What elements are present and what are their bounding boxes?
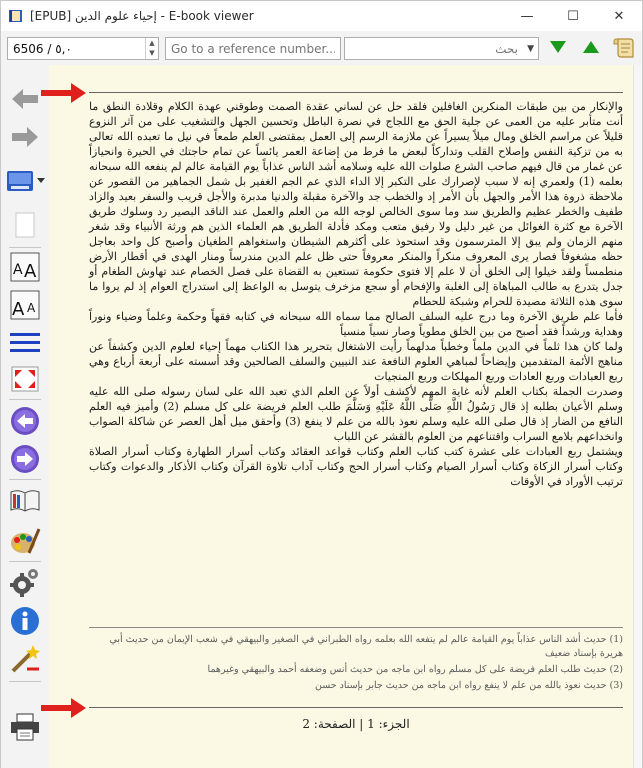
red-arrow-marker-icon — [41, 696, 87, 720]
library-button[interactable] — [8, 485, 42, 517]
info-button[interactable] — [8, 605, 42, 637]
minimize-button[interactable]: — — [520, 8, 534, 24]
paragraph: ولما كان هذا ثلماً في الدين ملماً وخطباً مدلهماً رأيت الاشتغال بتحرير هذا الكتاب مهماً إحياء لعلوم الدين وكشفاً عن مناهج الأئمة المتقدمين وإيضاحاً لمباهي العلوم النافعة عند النبيين والسلف الصالحين وقد أسسته على أربعة أرباع وهي ربع العبادات وربع العادات وربع المهلكات وربع المنجيات — [89, 340, 623, 383]
next-page-icon — [10, 444, 40, 474]
forward-button[interactable] — [8, 121, 42, 153]
print-button[interactable] — [8, 711, 42, 743]
font-smaller-icon — [10, 290, 40, 320]
reference-input-box[interactable] — [165, 37, 341, 60]
blank-page-button[interactable] — [8, 209, 42, 241]
footnote: (2) حديث طلب العلم فريضة على كل مسلم رواه ابن ماجه من حديث أنس وضعفه أحمد والبيهقي وغيرهما — [207, 664, 623, 675]
toolbar — [1, 31, 642, 65]
print-icon — [10, 713, 40, 741]
maximize-button[interactable]: ☐ — [567, 8, 579, 24]
footnote-rule — [89, 627, 623, 628]
footnote: (3) حديث نعوذ بالله من علم لا ينفع رواه ابن ماجه من حديث جابر بإسناد حسن — [314, 680, 623, 691]
position-spinbox[interactable] — [7, 37, 159, 60]
font-larger-button[interactable] — [8, 251, 42, 283]
position-value: 6506 / ٥,٠ — [13, 41, 72, 56]
previous-page-button[interactable] — [8, 405, 42, 437]
paragraph: والإنكار من بين طبقات المنكرين الغافلين فلقد حل عن لساني عقدة الصمت وطوقني عهدة الكلام وقلادة النطق ما أنت متأبر عليه من العمى عن جلية الحق مع اللجاج في نصرة الباطل وتحسين الجهل والتشغيب على من آثر النزوع قليلاً عن مراسم الخلق ومال ميلاً يسيراً عن ملازمة الرسم إلى العمل بمقتضى العلم طمعاً في نيل ما تعبده الله تعالى به من تزكية النفس وإصلاح القلب وتداركاً لبعض ما فرط من إضاعة العمر يائساً عن تمام حاجتك في الحيرة وانحيازاً عن غمار من قال فيهم صاحب الشرع صلوات الله عليه وسلامه أشد الناس عذاباً يوم القيامة عالم لم ينفعه الله سبحانه بعلمه (1) ولعمري إنه لا سبب لإصرارك على التكبر إلا الداء الذي عم الجم الغفير بل شمل الجماهير من القصور عن ملاحظة ذروة هذا الأمر والجهل بأن الأمر إد والخطب جد والآخرة مقبلة والدنيا مدبرة والأجل قريب والسفر بعيد والزاد طفيف والخطر عظيم والطريق سد وما سوى الخالص لوجه الله من العلم والعمل عند الناقد البصير رد وسلوك طريق الآخرة مع كثرة الغوائل من غير دليل ولا رفيق متعب ومكد فأدلة الطريق هم العلماء الذين هم ورثة الأنبياء وقد شغر منهم الزمان ولم يبق إلا المترسمون وقد استحوذ على أكثرهم الشيطان واستغواهم الطغيان وأصبح كل واحد بعاجل حظه مشغوفاً فصار يرى المعروف منكراً والمنكر معروفاً حتى ظل علم الدين مندرساً ومنار الهدى في أقطار الأرض منطمساً ولقد خيلوا إلى الخلق أن لا علم إلا فتوى حكومة تستعين به القضاة على فصل الخصام عند تهاوش الطغام أو جدل يتدرع به طالب المباهاة إلى الغلبة والإفحام أو سجع مزخرف يتوسل به الواعظ إلى استدراج العوام إذ لم يروا ما سوى هذه الثلاثة مصيدة للحرام وشبكة للحطام — [89, 100, 623, 308]
edit-wand-icon — [9, 643, 41, 675]
find-previous-icon[interactable] — [582, 40, 600, 54]
toc-button[interactable] — [8, 327, 42, 359]
sidebar-separator — [9, 247, 41, 248]
paragraph: فأما علم طريق الآخرة وما درج عليه السلف الصالح مما سماه الله سبحانه في كتابه فقهاً وحكمة وعلماً وضياء ونوراً وهداية ورشداً فقد أصبح من بين الخلق مطوياً وصار نسياً منسياً — [89, 310, 623, 338]
fullscreen-button[interactable] — [8, 363, 42, 395]
font-smaller-button[interactable] — [8, 289, 42, 321]
paragraph: ويشتمل ربع العبادات على عشرة كتب كتاب العلم وكتاب قواعد العقائد وكتاب أسرار الطهارة وكتاب أسرار الصلاة وكتاب أسرار الزكاة وكتاب أسرار الصيام وكتاب أسرار الحج وكتاب آداب تلاوة القرآن وكتاب الأذكار والدعوات وكتاب ترتيب الأوراد في الأوقات — [89, 445, 623, 488]
book-content-pane[interactable] — [49, 65, 633, 768]
sidebar-separator — [9, 681, 41, 682]
font-larger-icon — [10, 252, 40, 282]
scroll-icon[interactable] — [613, 36, 635, 60]
fullscreen-icon — [11, 366, 39, 392]
top-rule — [89, 92, 623, 93]
bottom-rule — [89, 707, 623, 708]
library-icon — [9, 488, 41, 514]
edit-button[interactable] — [8, 643, 42, 675]
previous-page-icon — [10, 406, 40, 436]
info-icon — [10, 606, 40, 636]
sidebar-separator — [9, 479, 41, 480]
next-page-button[interactable] — [8, 443, 42, 475]
footnote: (1) حديث أشد الناس عذاباً يوم القيامة عالم لم ينفعه الله بعلمه رواه الطبراني في الصغير والبيهقي في شعب الإيمان من حديث أبي هريرة بإسناد ضعيف — [109, 634, 623, 659]
red-arrow-marker-icon — [41, 81, 87, 105]
svg-text:A: A — [27, 301, 36, 315]
bookmark-button[interactable] — [3, 165, 47, 197]
blank-page-icon — [14, 211, 36, 239]
bookmark-icon — [4, 168, 46, 194]
svg-text:A: A — [12, 299, 25, 320]
preferences-palette-icon — [9, 525, 41, 557]
back-icon — [11, 88, 39, 110]
spin-down-icon[interactable]: ▼ — [149, 49, 155, 57]
sidebar-toolbar — [1, 65, 49, 768]
find-next-icon[interactable] — [549, 40, 567, 54]
search-combobox[interactable] — [344, 37, 539, 60]
book-body-text — [89, 99, 623, 489]
settings-button[interactable] — [8, 567, 42, 599]
forward-icon — [11, 126, 39, 148]
search-input[interactable] — [345, 39, 538, 60]
settings-gear-icon — [10, 567, 40, 599]
toc-lines-icon — [10, 331, 40, 355]
window-controls — [504, 1, 642, 31]
spin-up-icon[interactable]: ▲ — [149, 39, 155, 47]
preferences-button[interactable] — [8, 525, 42, 557]
title-bar — [1, 1, 642, 31]
svg-text:A: A — [13, 262, 23, 278]
app-book-icon — [8, 8, 24, 24]
reference-input[interactable] — [166, 39, 340, 60]
paragraph: وصدرت الجملة بكتاب العلم لأنه غاية المهم لأكشف أولاً عن العلم الذي تعبد الله على لسان رسوله صلى الله عليه وسلم الأعيان بطلبه إذ قال رَسُولُ اللَّهِ صَلَّى اللَّهُ عَلَيْهِ وَسَلَّمَ طلب العلم فريضة على كل مسلم (2) وأميز فيه العلم النافع من الضار إذ قال صلى الله عليه وسلم نعوذ بالله من علم لا ينفع (3) وأحقق ميل أهل العصر عن شاكلة الصواب وانخداعهم بلامع السراب واقتناعهم من العلوم بالقشر عن اللباب — [89, 385, 623, 443]
sidebar-separator — [9, 561, 41, 562]
window-title: [EPUB] إحياء علوم الدين - E-book viewer — [30, 9, 254, 23]
page-info: الجزء: 1 | الصفحة: 2 — [302, 717, 410, 731]
close-button[interactable]: ✕ — [613, 8, 625, 24]
position-spinner[interactable] — [145, 38, 158, 59]
footnotes — [89, 633, 623, 695]
vertical-scrollbar[interactable] — [633, 65, 642, 768]
svg-text:A: A — [24, 261, 37, 282]
back-button[interactable] — [8, 83, 42, 115]
sidebar-separator — [9, 399, 41, 400]
chevron-down-icon[interactable]: ▼ — [527, 44, 534, 54]
